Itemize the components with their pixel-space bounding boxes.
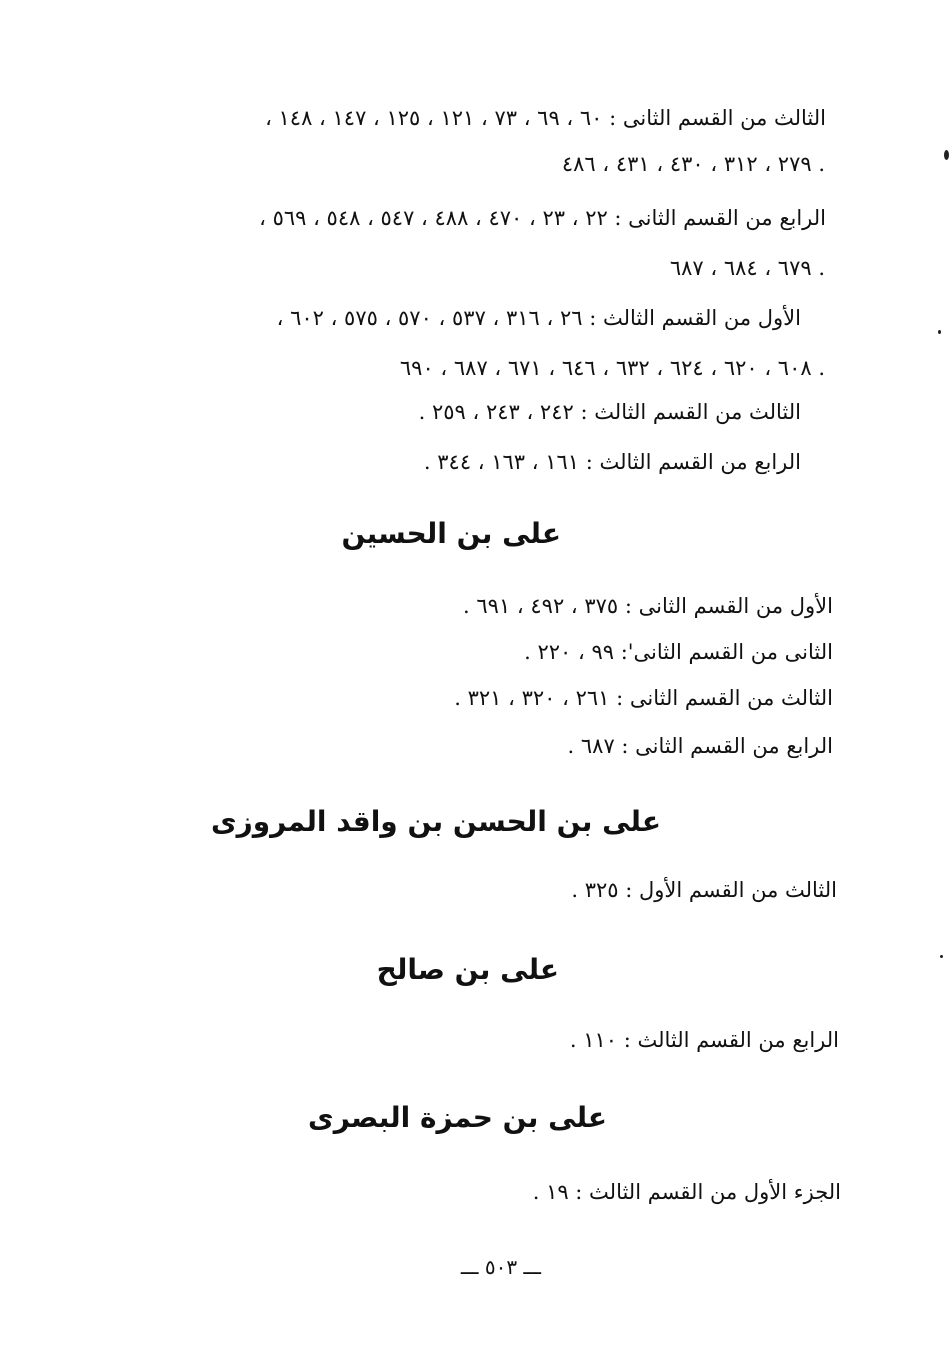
section-heading: على بن حمزة البصرى	[308, 1101, 607, 1134]
entry-line: ٦٧٩ ، ٦٨٤ ، ٦٨٧ .	[669, 256, 825, 280]
entry-line: ٢٧٩ ، ٣١٢ ، ٤٣٠ ، ٤٣١ ، ٤٨٦ .	[561, 152, 825, 176]
entry-line: الثالث من القسم الثالث : ٢٤٢ ، ٢٤٣ ، ٢٥٩ .	[418, 400, 801, 424]
page-number: ـــ ٥٠٣ ـــ	[460, 1255, 541, 1279]
section-heading: على بن الحسن بن واقد المروزى	[210, 805, 661, 838]
scan-speck	[944, 150, 949, 160]
entry-line: الثالث من القسم الأول : ٣٢٥ .	[571, 878, 837, 902]
entry-line: الجزء الأول من القسم الثالث : ١٩ .	[532, 1180, 841, 1204]
entry-line: الرابع من القسم الثالث : ١١٠ .	[569, 1028, 839, 1052]
entry-line: الثالث من القسم الثانى : ٦٠ ، ٦٩ ، ٧٣ ، ١٢١ ، ١٢٥ ، ١٤٧ ، ١٤٨ ،	[265, 106, 826, 130]
entry-line: ٦٠٨ ، ٦٢٠ ، ٦٢٤ ، ٦٣٢ ، ٦٤٦ ، ٦٧١ ، ٦٨٧ ، ٦٩٠ .	[399, 356, 825, 380]
entry-line: الثانى من القسم الثانى': ٩٩ ، ٢٢٠ .	[524, 640, 833, 664]
scan-speck	[940, 955, 943, 958]
entry-line: الرابع من القسم الثانى : ٦٨٧ .	[567, 734, 833, 758]
scan-speck	[938, 330, 941, 334]
entry-line: الأول من القسم الثالث : ٢٦ ، ٣١٦ ، ٥٣٧ ، ٥٧٠ ، ٥٧٥ ، ٦٠٢ ،	[276, 306, 801, 330]
entry-line: الرابع من القسم الثالث : ١٦١ ، ١٦٣ ، ٣٤٤ .	[423, 450, 801, 474]
entry-line: الرابع من القسم الثانى : ٢٢ ، ٢٣ ، ٤٧٠ ، ٤٨٨ ، ٥٤٧ ، ٥٤٨ ، ٥٦٩ ،	[259, 206, 826, 230]
section-heading: على بن الحسين	[341, 517, 561, 550]
section-heading: على بن صالح	[376, 953, 559, 986]
entry-line: الثالث من القسم الثانى : ٢٦١ ، ٣٢٠ ، ٣٢١ .	[454, 686, 833, 710]
entry-line: الأول من القسم الثانى : ٣٧٥ ، ٤٩٢ ، ٦٩١ .	[463, 594, 833, 618]
